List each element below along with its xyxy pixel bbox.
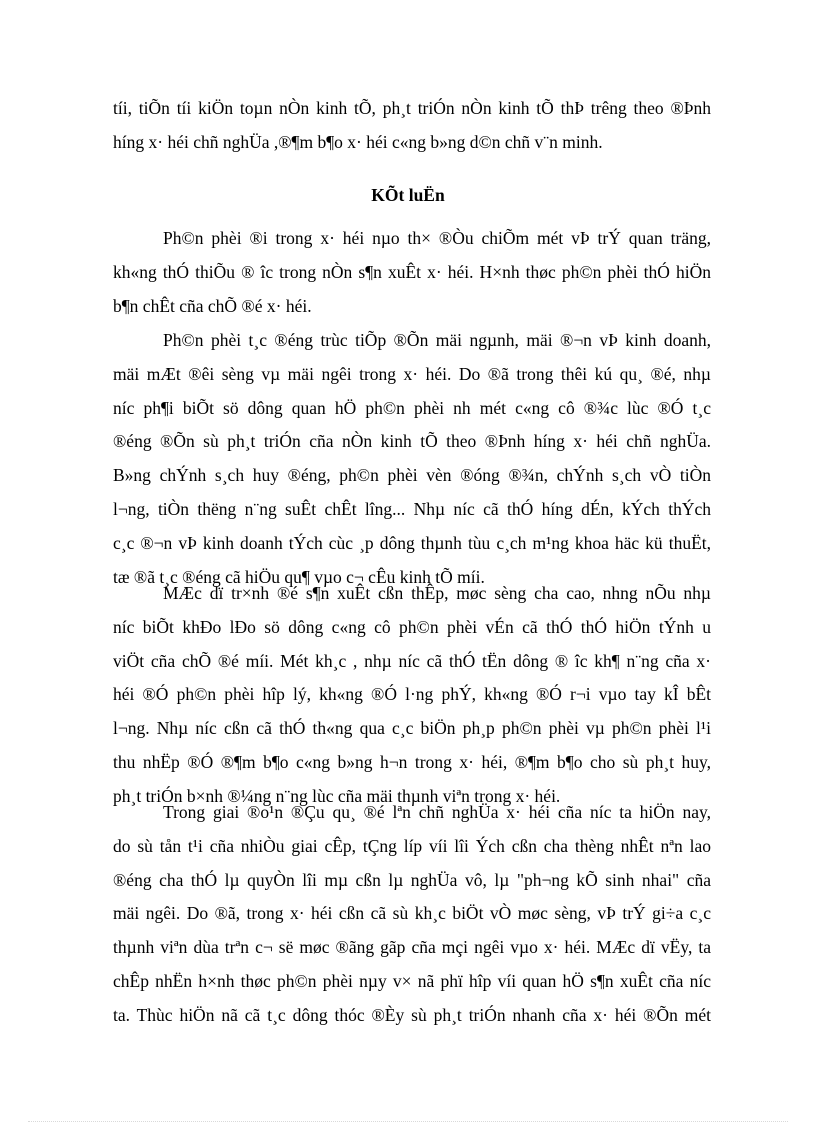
text-line: mäi ngêi. Do ®ã, trong x· héi cßn cã sù kh¸c biÖt vÒ møc sèng, vÞ trÝ gi÷a c¸c: [113, 903, 711, 924]
text-line: Ph©n phèi t¸c ®éng trùc tiÕp ®Õn mäi ngµnh, mäi ®¬n vÞ kinh doanh,: [163, 330, 711, 350]
text-line: Ph©n phèi ®i trong x· héi nµo th× ®Òu chiÕm mét vÞ trÝ quan träng,: [163, 228, 711, 248]
text-line: thµnh viªn dùa trªn c¬ së møc ®ãng gãp cña mçi ngêi vµo x· héi. MÆc dï vËy, ta: [113, 937, 711, 958]
text-line: tæ ®ã t¸c ®éng cã hiÖu qu¶ vµo c¬ cÊu kinh tÕ míi.: [113, 566, 485, 587]
text-line: níc ph¶i biÕt sö dông quan hÖ ph©n phèi nh mét c«ng cô ®¾c lùc ®Ó t¸c: [113, 397, 711, 418]
page-bottom-divider: [28, 1121, 788, 1122]
paragraph: [113, 324, 711, 594]
text-line: l¬ng, tiÒn thëng n¨ng suÊt chÊt lîng... Nhµ níc cã thÓ híng dÉn, kÝch thÝch: [113, 498, 711, 519]
text-line: do sù tån t¹i cña nhiÒu giai cÊp, tÇng líp víi lîi Ých cßn cha thèng nhÊt nªn lao: [113, 835, 711, 856]
text-line: chÊp nhËn h×nh thøc ph©n phèi nµy v× nã phï hîp víi quan hÖ s¶n xuÊt cña níc: [113, 970, 711, 991]
text-line: ta. Thùc hiÖn nã cã t¸c dông thóc ®Èy sù ph¸t triÓn nhanh cña x· héi ®Õn mét: [113, 1004, 711, 1025]
text-line: l¬ng. Nhµ níc cßn cã thÓ th«ng qua c¸c biÖn ph¸p ph©n phèi vµ ph©n phèi l¹i: [113, 718, 711, 739]
paragraph: [113, 796, 711, 1033]
text-line: níc biÕt khÐo lÐo sö dông c«ng cô ph©n phèi vÉn cã thÓ thÓ hiÖn tÝnh u: [113, 616, 711, 637]
text-line: héi ®Ó ph©n phèi hîp lý, kh«ng ®Ó l·ng phÝ, kh«ng ®Ó r¬i vµo tay kÎ bÊt: [113, 684, 711, 705]
text-line: B»ng chÝnh s¸ch huy ®éng, ph©n phèi vèn ®óng ®¾n, chÝnh s¸ch vÒ tiÒn: [113, 465, 711, 486]
paragraph-continuation: [113, 92, 711, 160]
text-line: ®éng cha thÓ lµ quyÒn lîi mµ cßn lµ nghÜa vô, lµ "ph¬ng kÕ sinh nhai" cña: [113, 869, 711, 890]
text-line: thu nhËp ®Ó ®¶m b¶o c«ng b»ng h¬n trong x· héi, ®¶m b¶o cho sù ph¸t huy,: [113, 751, 711, 772]
text-line: mäi mÆt ®êi sèng vµ mäi ngêi trong x· héi. Do ®ã trong thêi kú qu¸ ®é, nhµ: [113, 363, 711, 384]
text-line: ph¸t triÓn b×nh ®¼ng n¨ng lùc cña mäi thµnh viªn trong x· héi.: [113, 785, 561, 806]
text-line: viÖt cña chÕ ®é míi. Mét kh¸c , nhµ níc cã thÓ tËn dông ® îc kh¶ n¨ng cña x·: [113, 650, 711, 671]
text-line: híng x· héi chñ nghÜa ,®¶m b¶o x· héi c«ng b»ng d©n chñ v¨n minh.: [113, 131, 603, 152]
text-line: kh«ng thÓ thiÕu ® îc trong nÒn s¶n xuÊt x· héi. H×nh thøc ph©n phèi thÓ hiÖn: [113, 261, 711, 282]
text-line: tíi, tiÕn tíi kiÖn toµn nÒn kinh tÕ, ph¸t triÓn nÒn kinh tÕ thÞ trêng theo ®Þnh: [113, 98, 711, 118]
section-heading: KÕt luËn: [371, 185, 445, 205]
paragraph: [113, 222, 711, 323]
text-line: ®éng ®Õn sù ph¸t triÓn cña nÒn kinh tÕ theo ®Þnh híng x· héi chñ nghÜa.: [113, 431, 711, 452]
text-line: Trong giai ®o¹n ®Çu qu¸ ®é lªn chñ nghÜa x· héi cña níc ta hiÖn nay,: [163, 802, 711, 822]
text-line: b¶n chÊt cña chÕ ®é x· héi.: [113, 295, 312, 316]
paragraph: [113, 577, 711, 814]
text-line: c¸c ®¬n vÞ kinh doanh tÝch cùc ¸p dông thµnh tùu c¸ch m¹ng khoa häc kü thuËt,: [113, 532, 711, 553]
text-line: MÆc dï tr×nh ®é s¶n xuÊt cßn thÊp, møc sèng cha cao, nhng nÕu nhµ: [163, 583, 711, 603]
